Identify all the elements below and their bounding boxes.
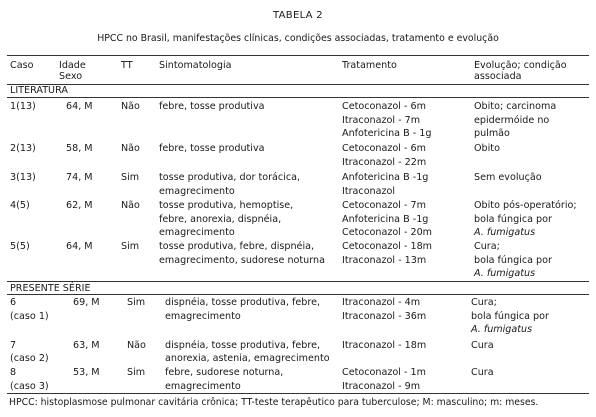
row-2-tt: Não [121, 143, 140, 154]
row-4-evolucao-2: bola fúngica por [474, 214, 552, 225]
section-presente-top-rule [7, 281, 589, 282]
row-3-sintomas-2: emagrecimento [159, 186, 235, 197]
row-4-sintomas-3: emagrecimento [159, 227, 235, 238]
row-6-evolucao-3 [471, 324, 532, 335]
row-1-evolucao-1: Obito; carcinoma [474, 101, 557, 112]
table-footnote: HPCC: histoplasmose pulmonar cavitária crônica; TT-teste terapêutico para tuberculose; M: masculino; m: meses. [9, 397, 539, 408]
table-caption: HPCC no Brasil, manifestações clínicas, condições associadas, tratamento e evolução [97, 33, 499, 44]
row-6-sintomas-1: dispnéia, tosse produtiva, febre, [165, 297, 321, 308]
row-6-evolucao-1: Cura; [471, 297, 497, 308]
row-3-idade: 74, M [66, 172, 93, 183]
row-5-tt: Sim [121, 241, 140, 252]
row-7-tratamento-1: Itraconazol - 18m [342, 340, 427, 351]
header-tratamento: Tratamento [342, 60, 397, 71]
section-presente: PRESENTE SÉRIE [10, 283, 91, 294]
row-3-tratamento-2: Itraconazol [342, 186, 396, 197]
row-3-tratamento-1: Anfotericina B -1g [342, 172, 429, 183]
row-7-sintomas-2: anorexia, astenia, emagrecimento [165, 353, 330, 364]
header-sexo: Sexo [59, 71, 83, 82]
row-4-evolucao-1: Obito pós-operatório; [474, 200, 577, 211]
row-4-tratamento-2: Anfotericina B -1g [342, 214, 429, 225]
row-3-tt: Sim [121, 172, 140, 183]
row-5-sintomas-1: tosse produtiva, febre, dispnéia, [159, 241, 315, 252]
header-tt: TT [121, 60, 133, 71]
row-7-sintomas-1: dispnéia, tosse produtiva, febre, [165, 340, 321, 351]
row-8-tratamento-1: Cetoconazol - 1m [342, 367, 426, 378]
row-4-sintomas-2: febre, anorexia, dispnéia, [159, 214, 282, 225]
row-7-idade: 63, M [73, 340, 100, 351]
row-3-evolucao-1: Sem evolução [474, 172, 542, 183]
row-3-sintomas-1: tosse produtiva, dor torácica, [159, 172, 301, 183]
row-7-evolucao-1: Cura [471, 340, 494, 351]
row-6-idade: 69, M [73, 297, 100, 308]
header-idade: Idade [59, 60, 86, 71]
row-7-tt: Não [127, 340, 146, 351]
table-label: TABELA 2 [273, 10, 323, 21]
row-4-caso: 4(5) [10, 200, 30, 211]
row-4-evolucao-3 [474, 227, 535, 238]
row-2-tratamento-1: Cetoconazol - 6m [342, 143, 426, 154]
row-6-caso-2: (caso 1) [10, 311, 49, 322]
row-7-caso-2: (caso 2) [10, 353, 49, 364]
row-4-idade: 62, M [66, 200, 93, 211]
row-4-organism: A. fumigatus [474, 227, 536, 238]
row-5-tratamento-1: Cetoconazol - 18m [342, 241, 433, 252]
row-6-sintomas-2: emagrecimento [165, 311, 241, 322]
row-6-evolucao-2: bola fúngica por [471, 311, 549, 322]
row-4-tt: Não [121, 200, 140, 211]
row-8-idade: 53, M [73, 367, 100, 378]
row-1-tratamento-2: Itraconazol - 7m [342, 115, 421, 126]
row-6-tt: Sim [127, 297, 146, 308]
row-5-evolucao-1: Cura; [474, 241, 500, 252]
row-4-sintomas-1: tosse produtiva, hemoptise, [159, 200, 294, 211]
row-1-tratamento-1: Cetoconazol - 6m [342, 101, 426, 112]
row-6-organism: A. fumigatus [471, 324, 533, 335]
row-4-tratamento-1: Cetoconazol - 7m [342, 200, 426, 211]
row-8-evolucao-1: Cura [471, 367, 494, 378]
section-literatura-rule [7, 97, 589, 98]
row-2-idade: 58, M [66, 143, 93, 154]
row-8-tt: Sim [127, 367, 146, 378]
row-5-caso: 5(5) [10, 241, 30, 252]
row-6-tratamento-2: Itraconazol - 36m [342, 311, 427, 322]
row-2-tratamento-2: Itraconazol - 22m [342, 157, 427, 168]
section-presente-rule [7, 294, 589, 295]
header-evolucao-line2: associada [474, 71, 522, 82]
row-5-evolucao-3 [474, 268, 535, 279]
row-1-tratamento-3: Anfotericina B - 1g [342, 128, 432, 139]
row-5-tratamento-2: Itraconazol - 13m [342, 255, 427, 266]
row-8-caso-1: 8 [10, 367, 17, 378]
row-6-caso-1: 6 [10, 297, 17, 308]
row-2-evolucao-1: Obito [474, 143, 500, 154]
row-1-tt: Não [121, 101, 140, 112]
row-8-caso-2: (caso 3) [10, 381, 49, 392]
row-5-organism: A. fumigatus [474, 268, 536, 279]
header-caso: Caso [10, 60, 34, 71]
row-5-sintomas-2: emagrecimento, sudorese noturna [159, 255, 326, 266]
row-3-caso: 3(13) [10, 172, 36, 183]
header-top-rule [7, 55, 589, 56]
row-8-tratamento-2: Itraconazol - 9m [342, 381, 421, 392]
header-evolucao-line1: Evolução; condição [474, 60, 567, 71]
row-8-sintomas-2: emagrecimento [165, 381, 241, 392]
row-1-idade: 64, M [66, 101, 93, 112]
row-7-caso-1: 7 [10, 340, 17, 351]
row-5-evolucao-2: bola fúngica por [474, 255, 552, 266]
table-bottom-rule [7, 393, 589, 394]
section-literatura: LITERATURA [10, 85, 68, 96]
row-1-caso: 1(13) [10, 101, 36, 112]
row-2-caso: 2(13) [10, 143, 36, 154]
header-bottom-rule [7, 84, 589, 85]
row-4-tratamento-3: Cetoconazol - 20m [342, 227, 433, 238]
row-1-evolucao-3: pulmão [474, 128, 510, 139]
row-6-tratamento-1: Itraconazol - 4m [342, 297, 421, 308]
row-5-idade: 64, M [66, 241, 93, 252]
header-sintomatologia: Sintomatologia [159, 60, 232, 71]
row-1-evolucao-2: epidermóide no [474, 115, 550, 126]
row-2-sintomas: febre, tosse produtiva [159, 143, 265, 154]
row-8-sintomas-1: febre, sudorese noturna, [165, 367, 284, 378]
row-1-sintomas: febre, tosse produtiva [159, 101, 265, 112]
